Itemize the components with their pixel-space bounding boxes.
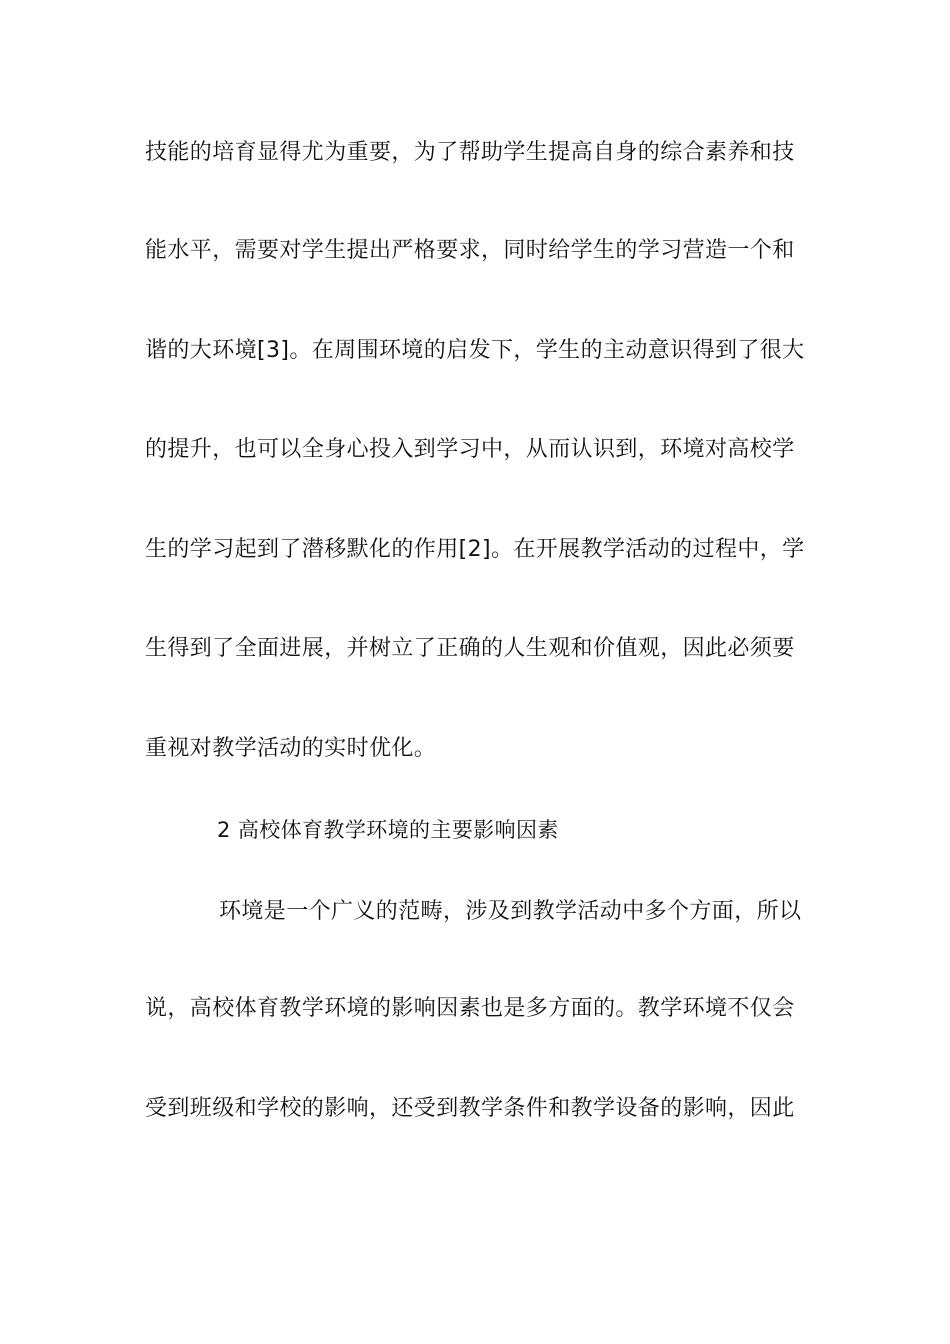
body-text-line: 环境是一个广义的范畴，涉及到教学活动中多个方面，所以 (219, 899, 802, 924)
body-text-line: 受到班级和学校的影响，还受到教学条件和教学设备的影响，因此 (145, 1096, 795, 1121)
body-text-line: 说，高校体育教学环境的影响因素也是多方面的。教学环境不仅会 (145, 996, 795, 1021)
body-text-line: 谐的大环境[3]。在周围环境的启发下，学生的主动意识得到了很大 (145, 338, 805, 363)
body-text-line: 生的学习起到了潜移默化的作用[2]。在开展教学活动的过程中，学 (145, 537, 805, 562)
body-text-line: 的提升，也可以全身心投入到学习中，从而认识到，环境对高校学 (145, 437, 795, 462)
body-text-line: 技能的培育显得尤为重要，为了帮助学生提高自身的综合素养和技 (145, 140, 795, 165)
body-text-line: 能水平，需要对学生提出严格要求，同时给学生的学习营造一个和 (145, 238, 795, 263)
body-text-line: 生得到了全面进展，并树立了正确的人生观和价值观，因此必须要 (145, 636, 795, 661)
body-text-line: 重视对教学活动的实时优化。 (145, 736, 437, 761)
section-heading: 2 高校体育教学环境的主要影响因素 (217, 818, 559, 842)
